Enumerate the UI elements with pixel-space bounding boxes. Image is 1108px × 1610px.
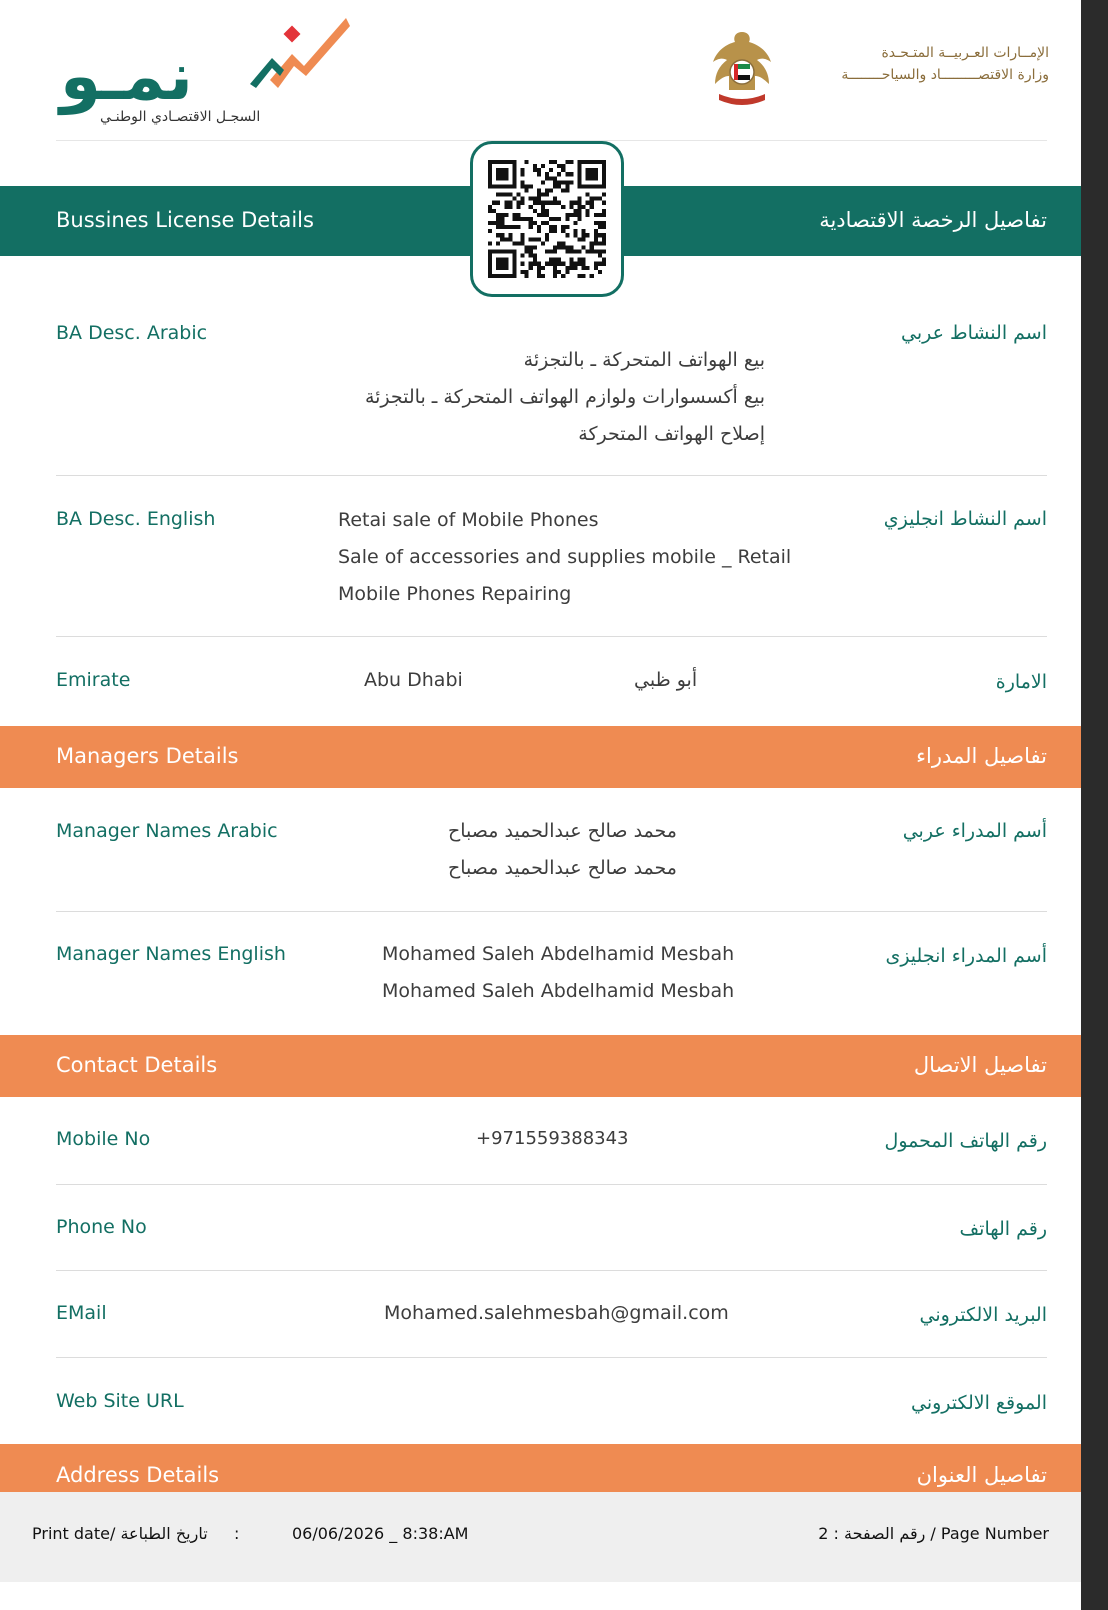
address-section-title-ar: تفاصيل العنوان bbox=[916, 1463, 1047, 1487]
managers-section-title-ar: تفاصيل المدراء bbox=[916, 744, 1047, 768]
nomo-logo-text: نمـو bbox=[60, 38, 193, 115]
print-date-colon: : bbox=[234, 1524, 240, 1543]
row-divider bbox=[56, 475, 1047, 476]
page-bottom-edge bbox=[0, 1582, 1081, 1610]
email-label-ar: البريد الالكتروني bbox=[919, 1304, 1047, 1326]
managers-english-values bbox=[382, 936, 734, 1010]
managers-section-header bbox=[0, 726, 1081, 788]
manager-name-en: Mohamed Saleh Abdelhamid Mesbah bbox=[382, 980, 735, 1002]
ba-english-value: Mobile Phones Repairing bbox=[338, 583, 572, 605]
uae-eagle-emblem-icon bbox=[709, 28, 775, 110]
ba-english-value: Retai sale of Mobile Phones bbox=[338, 509, 599, 531]
row-divider bbox=[56, 636, 1047, 637]
ba-arabic-label-ar: اسم النشاط عربي bbox=[901, 322, 1047, 344]
mobile-value: +971559388343 bbox=[476, 1128, 629, 1149]
mobile-label-en: Mobile No bbox=[56, 1128, 151, 1150]
ba-english-values bbox=[338, 502, 791, 613]
nomo-logo bbox=[60, 18, 350, 133]
manager-name-en: Mohamed Saleh Abdelhamid Mesbah bbox=[382, 943, 735, 965]
ministry-name-line1: الإمــارات العـربيــة المتـحـدة bbox=[881, 45, 1049, 61]
contact-section-header bbox=[0, 1035, 1081, 1097]
mobile-label-ar: رقم الهاتف المحمول bbox=[884, 1130, 1047, 1152]
contact-section-title-en: Contact Details bbox=[56, 1053, 218, 1077]
email-label-en: EMail bbox=[56, 1302, 107, 1324]
website-label-en: Web Site URL bbox=[56, 1390, 184, 1412]
phone-label-en: Phone No bbox=[56, 1216, 147, 1238]
manager-name-ar: محمد صالح عبدالحميد مصباح bbox=[447, 857, 677, 879]
contact-section-title-ar: تفاصيل الاتصال bbox=[913, 1053, 1047, 1077]
ba-arabic-value: بيع أكسسوارات ولوازم الهواتف المتحركة ـ بالتجزئة bbox=[364, 386, 765, 408]
managers-section-title-en: Managers Details bbox=[56, 744, 239, 768]
ba-english-value: Sale of accessories and supplies mobile _ Retail bbox=[338, 546, 792, 568]
ministry-name bbox=[841, 42, 1049, 86]
ba-arabic-value: إصلاح الهواتف المتحركة bbox=[578, 423, 765, 445]
managers-arabic-label-en: Manager Names Arabic bbox=[56, 820, 278, 842]
row-divider bbox=[56, 1270, 1047, 1271]
emirate-value-ar: أبو ظبي bbox=[634, 669, 698, 691]
ba-arabic-values bbox=[365, 342, 765, 453]
print-date-label: Print date/ تاريخ الطباعة bbox=[32, 1524, 208, 1543]
license-section-title-en: Bussines License Details bbox=[56, 208, 314, 232]
ministry-name-line2: وزارة الاقتصـــــــــاد والسياحــــــــة bbox=[841, 67, 1049, 83]
license-section-title-ar: تفاصيل الرخصة الاقتصادية bbox=[819, 208, 1047, 232]
print-footer bbox=[0, 1492, 1081, 1582]
ba-arabic-value: بيع الهواتف المتحركة ـ بالتجزئة bbox=[523, 349, 765, 371]
qr-code-frame bbox=[470, 141, 624, 297]
row-divider bbox=[56, 1357, 1047, 1358]
qr-code-icon bbox=[488, 159, 606, 279]
managers-arabic-values bbox=[448, 813, 677, 887]
manager-name-ar: محمد صالح عبدالحميد مصباح bbox=[447, 820, 677, 842]
row-divider bbox=[56, 1184, 1047, 1185]
page-number: 2 : رقم الصفحة / Page Number bbox=[818, 1524, 1049, 1543]
ministry-logo bbox=[709, 28, 1049, 118]
emirate-value-en: Abu Dhabi bbox=[364, 669, 463, 691]
ba-english-label-en: BA Desc. English bbox=[56, 508, 216, 530]
email-value: Mohamed.salehmesbah@gmail.com bbox=[384, 1302, 729, 1324]
ba-english-label-ar: اسم النشاط انجليزي bbox=[883, 508, 1047, 530]
managers-english-label-ar: أسم المدراء انجليزى bbox=[885, 945, 1047, 967]
row-divider bbox=[56, 911, 1047, 912]
address-section-title-en: Address Details bbox=[56, 1463, 220, 1487]
emirate-label-en: Emirate bbox=[56, 669, 131, 691]
phone-label-ar: رقم الهاتف bbox=[959, 1218, 1047, 1240]
print-date-value: 06/06/2026 _ 8:38:AM bbox=[292, 1524, 469, 1543]
managers-arabic-label-ar: أسم المدراء عربي bbox=[902, 820, 1047, 842]
emirate-label-ar: الامارة bbox=[995, 671, 1047, 693]
nomo-subtitle: السجـل الاقتصـادي الوطنـي bbox=[100, 109, 261, 125]
ba-arabic-label-en: BA Desc. Arabic bbox=[56, 322, 208, 344]
managers-english-label-en: Manager Names English bbox=[56, 943, 286, 965]
website-label-ar: الموقع الالكتروني bbox=[910, 1392, 1047, 1414]
nomo-logo-mark-icon bbox=[250, 18, 350, 98]
